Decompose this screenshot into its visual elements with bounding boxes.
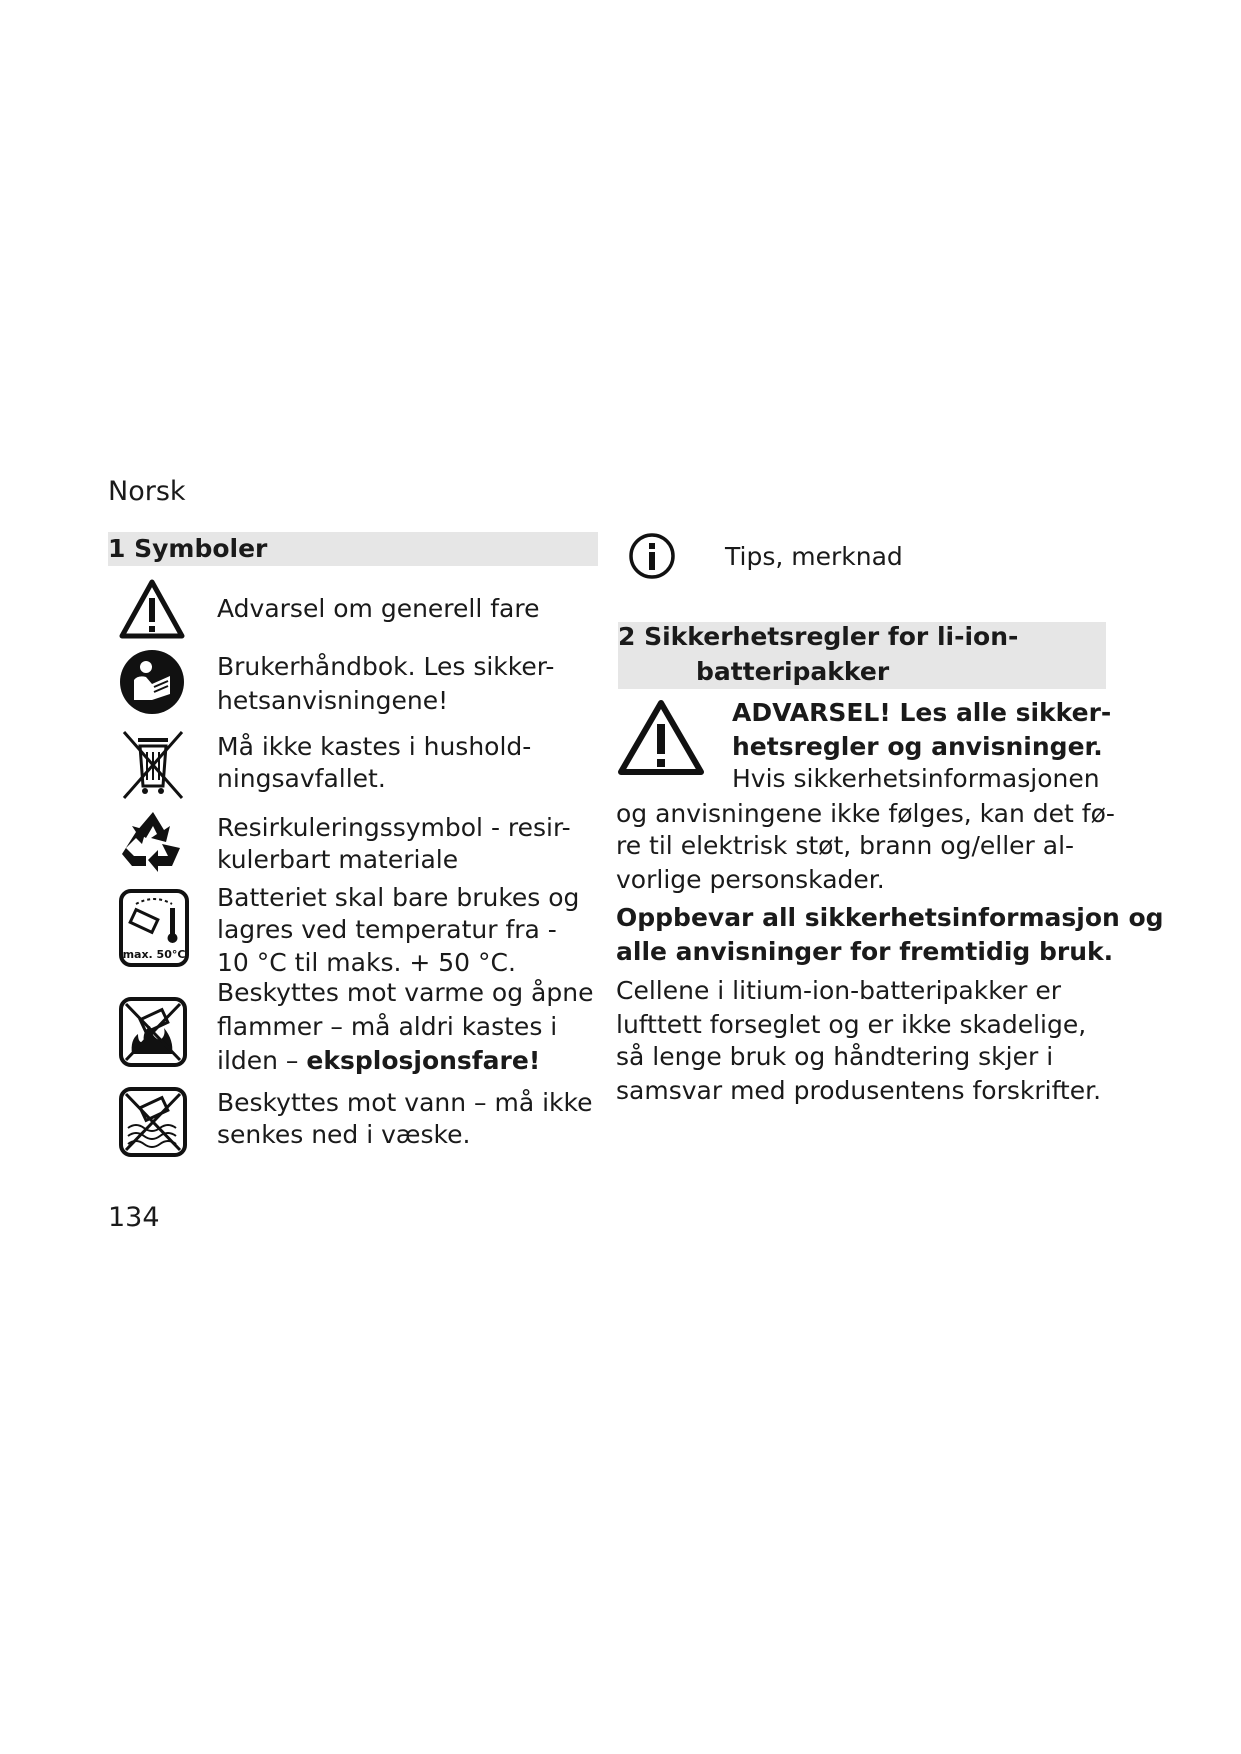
symbol-6-text-3 [217, 1044, 540, 1077]
section2-title-line2: batteripakker [696, 657, 890, 686]
language-label: Norsk [108, 476, 186, 507]
warning-triangle-icon [118, 578, 186, 640]
symbol-3-text-2: ningsavfallet. [217, 764, 386, 793]
tips-label: Tips, merknad [725, 542, 903, 571]
symbol-2-text-1: Brukerhåndbok. Les sikker- [217, 652, 555, 681]
warning-triangle-icon [616, 698, 706, 778]
warning-para-line2: og anvisningene ikke følges, kan det fø- [616, 799, 1115, 828]
cells-para-line3: så lenge bruk og håndtering skjer i [616, 1042, 1054, 1071]
symbol-5-text-3: 10 °C til maks. + 50 °C. [217, 948, 516, 977]
section2-title-line1: 2 Sikkerhetsregler for li-ion- [618, 622, 1019, 651]
warning-para-line1: Hvis sikkerhetsinformasjonen [732, 764, 1100, 793]
symbol-7-text-1: Beskyttes mot vann – må ikke [217, 1088, 593, 1117]
symbol-4-text-2: kulerbart materiale [217, 845, 459, 874]
warning-para-line4: vorlige personskader. [616, 865, 885, 894]
keep-instructions-line1: Oppbevar all sikkerhetsinformasjon og [616, 903, 1164, 932]
warning-bold-line2: hetsregler og anvisninger. [732, 732, 1103, 761]
crossed-bin-icon [118, 728, 188, 802]
battery-temperature-icon [118, 888, 190, 968]
symbol-6-text-2: flammer – må aldri kastes i [217, 1012, 558, 1041]
symbol-5-text-1: Batteriet skal bare brukes og [217, 883, 580, 912]
symbol-2-text-2: hetsanvisningene! [217, 686, 449, 715]
no-fire-icon [118, 996, 188, 1068]
battery-temperature-icon-label: max. 50°C [122, 948, 186, 961]
section1-title: 1 Symboler [108, 534, 268, 563]
cells-para-line2: lufttett forseglet og er ikke skadelige, [616, 1010, 1087, 1039]
symbol-4-text-1: Resirkuleringssymbol - resir- [217, 813, 571, 842]
warning-para-line3: re til elektrisk støt, brann og/eller al- [616, 831, 1075, 860]
warning-bold-line1: ADVARSEL! Les alle sikker- [732, 698, 1112, 727]
symbol-1-text-1: Advarsel om generell fare [217, 594, 540, 623]
info-icon [628, 532, 676, 580]
symbol-6-text-3-plain: ilden – [217, 1046, 307, 1075]
cells-para-line1: Cellene i litium-ion-batteripakker er [616, 976, 1062, 1005]
symbol-7-text-2: senkes ned i væske. [217, 1120, 471, 1149]
manual-read-icon [118, 648, 186, 716]
symbol-3-text-1: Må ikke kastes i hushold- [217, 732, 532, 761]
explosion-warning-text: eksplosjonsfare! [306, 1046, 541, 1075]
no-water-icon [118, 1086, 188, 1158]
keep-instructions-line2: alle anvisninger for fremtidig bruk. [616, 937, 1114, 966]
cells-para-line4: samsvar med produsentens forskrifter. [616, 1076, 1102, 1105]
recycling-icon [118, 808, 188, 874]
page-number: 134 [108, 1202, 160, 1233]
symbol-6-text-1: Beskyttes mot varme og åpne [217, 978, 594, 1007]
symbol-5-text-2: lagres ved temperatur fra - [217, 915, 557, 944]
